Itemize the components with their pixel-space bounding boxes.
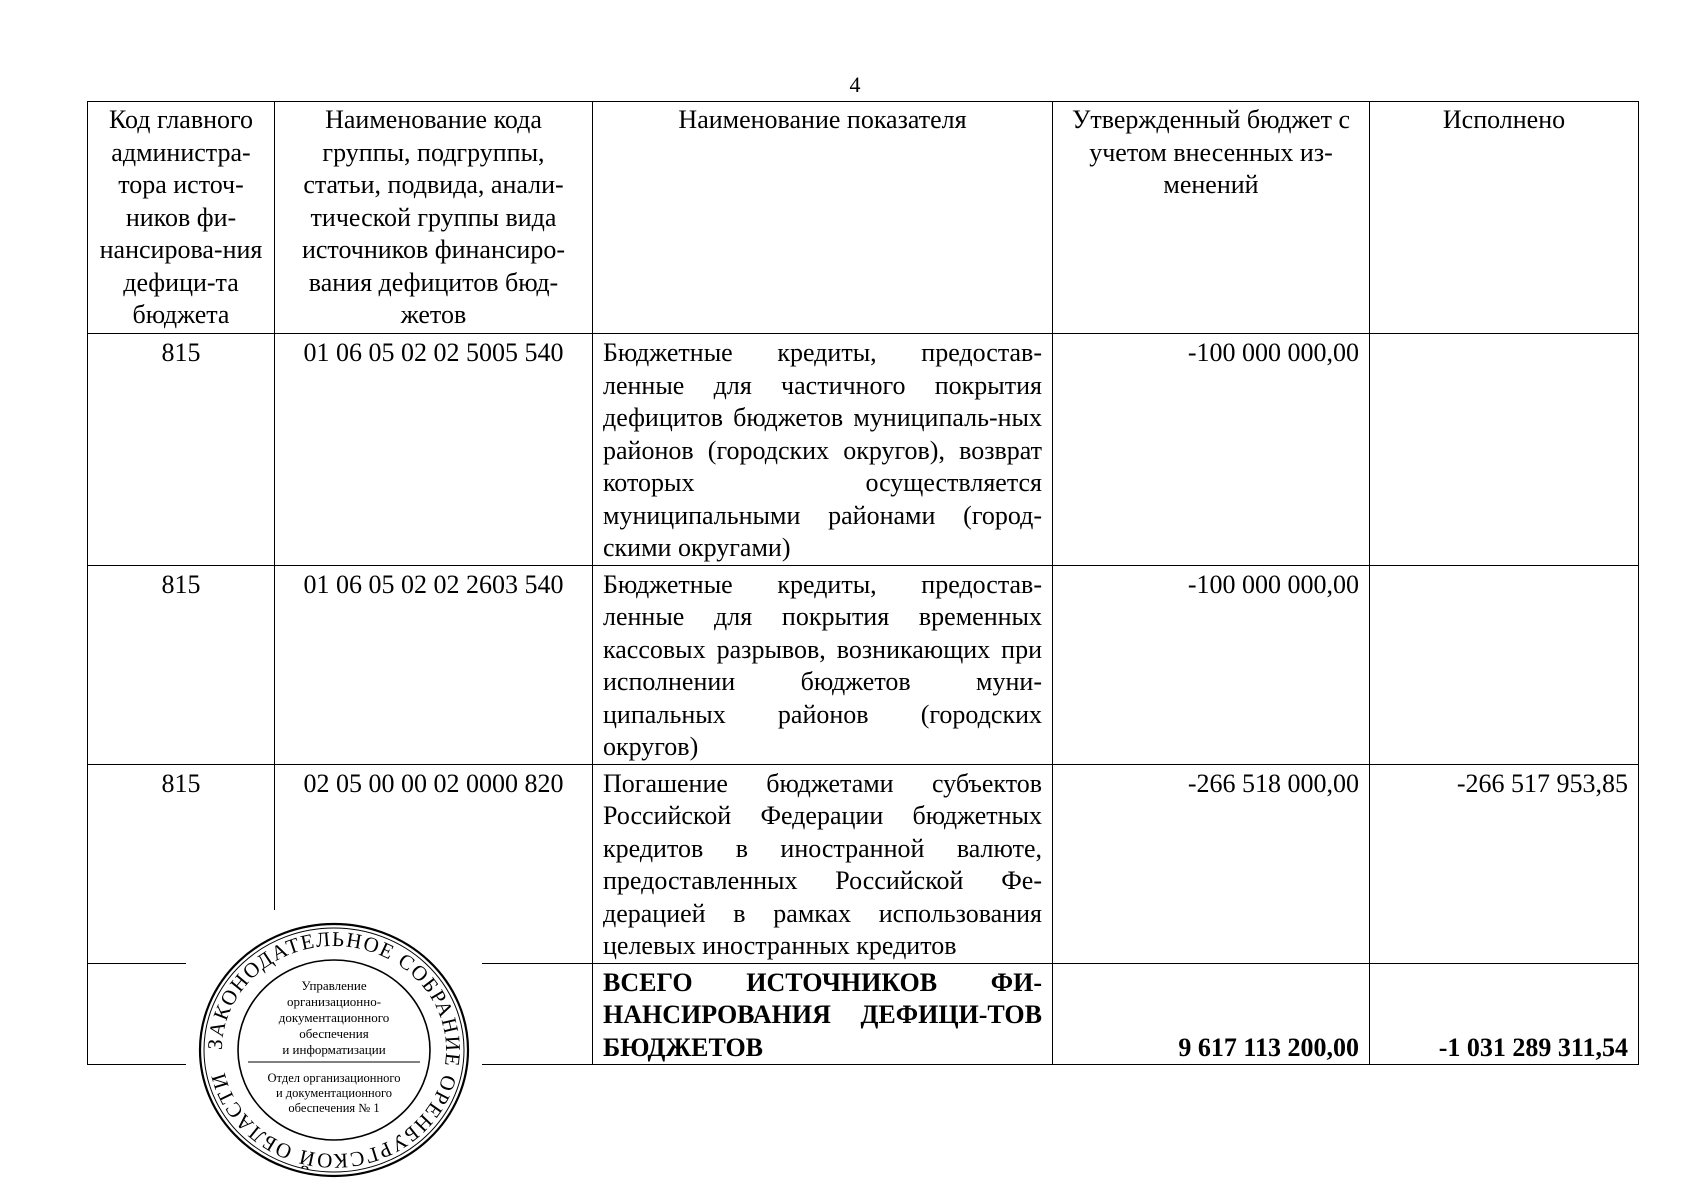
row-approved: -266 518 000,00	[1053, 764, 1370, 963]
official-seal	[186, 910, 482, 1190]
seal-line: организационно-	[286, 994, 382, 1009]
row-indicator-name: Бюджетные кредиты, предостав-ленные для частичного покрытия дефицитов бюджетов муниципаль-ных районов (городских округов), возврат которых осуществляется муниципальными районами (город-скими округами)	[593, 334, 1053, 566]
seal-line: и документационного	[275, 1086, 393, 1100]
row-indicator-name: Погашение бюджетами субъектов Российской Федерации бюджетных кредитов в иностранной валюте, предоставленных Российской Фе-дерацией в рамках использования целевых иностранных кредитов	[593, 764, 1053, 963]
page-number: 4	[849, 72, 861, 97]
row-admin-code: 815	[88, 334, 275, 566]
header-approved-budget: Утвержденный бюджет с учетом внесенных из-менений	[1053, 102, 1370, 334]
row-approved: -100 000 000,00	[1053, 334, 1370, 566]
header-kbk: Наименование кода группы, подгруппы, статьи, подвида, анали-тической группы вида источников финансиро-вания дефицитов бюд-жетов	[275, 102, 593, 334]
seal-line: и информатизации	[282, 1042, 386, 1057]
row-kbk: 01 06 05 02 02 2603 540	[275, 565, 593, 764]
row-admin-code: 815	[88, 565, 275, 764]
row-executed	[1370, 565, 1639, 764]
header-admin-code: Код главного администра-тора источ-ников фи-нансирова-ния дефици-та бюджета	[88, 102, 275, 334]
seal-line: обеспечения № 1	[288, 1101, 380, 1115]
seal-line: Управление	[301, 978, 367, 993]
header-indicator-name: Наименование показателя	[593, 102, 1053, 334]
row-kbk: 02 05 00 00 02 0000 820	[275, 764, 593, 963]
row-indicator-name: Бюджетные кредиты, предостав-ленные для покрытия временных кассовых разрывов, возникающих при исполнении бюджетов муни-ципальных районов (городских округов)	[593, 565, 1053, 764]
table-row	[88, 565, 1639, 764]
row-admin-code: 815	[88, 764, 275, 963]
row-executed: -266 517 953,85	[1370, 764, 1639, 963]
row-executed	[1370, 334, 1639, 566]
total-executed: -1 031 289 311,54	[1370, 963, 1639, 1065]
header-executed: Исполнено	[1370, 102, 1639, 334]
seal-line: документационного	[278, 1010, 390, 1025]
total-label: ВСЕГО ИСТОЧНИКОВ ФИ-НАНСИРОВАНИЯ ДЕФИЦИ-ТОВ БЮДЖЕТОВ	[593, 963, 1053, 1065]
table-header-row	[88, 102, 1639, 334]
row-approved: -100 000 000,00	[1053, 565, 1370, 764]
table-row	[88, 334, 1639, 566]
seal-line: обеспечения	[299, 1026, 369, 1041]
seal-outer-text: ЗАКОНОДАТЕЛЬНОЕ СОБРАНИЕ ОРЕНБУРГСКОЙ ОБЛАСТИ	[202, 926, 466, 1174]
total-approved: 9 617 113 200,00	[1053, 963, 1370, 1065]
seal-line: Отдел организационного	[267, 1071, 401, 1085]
row-kbk: 01 06 05 02 02 5005 540	[275, 334, 593, 566]
